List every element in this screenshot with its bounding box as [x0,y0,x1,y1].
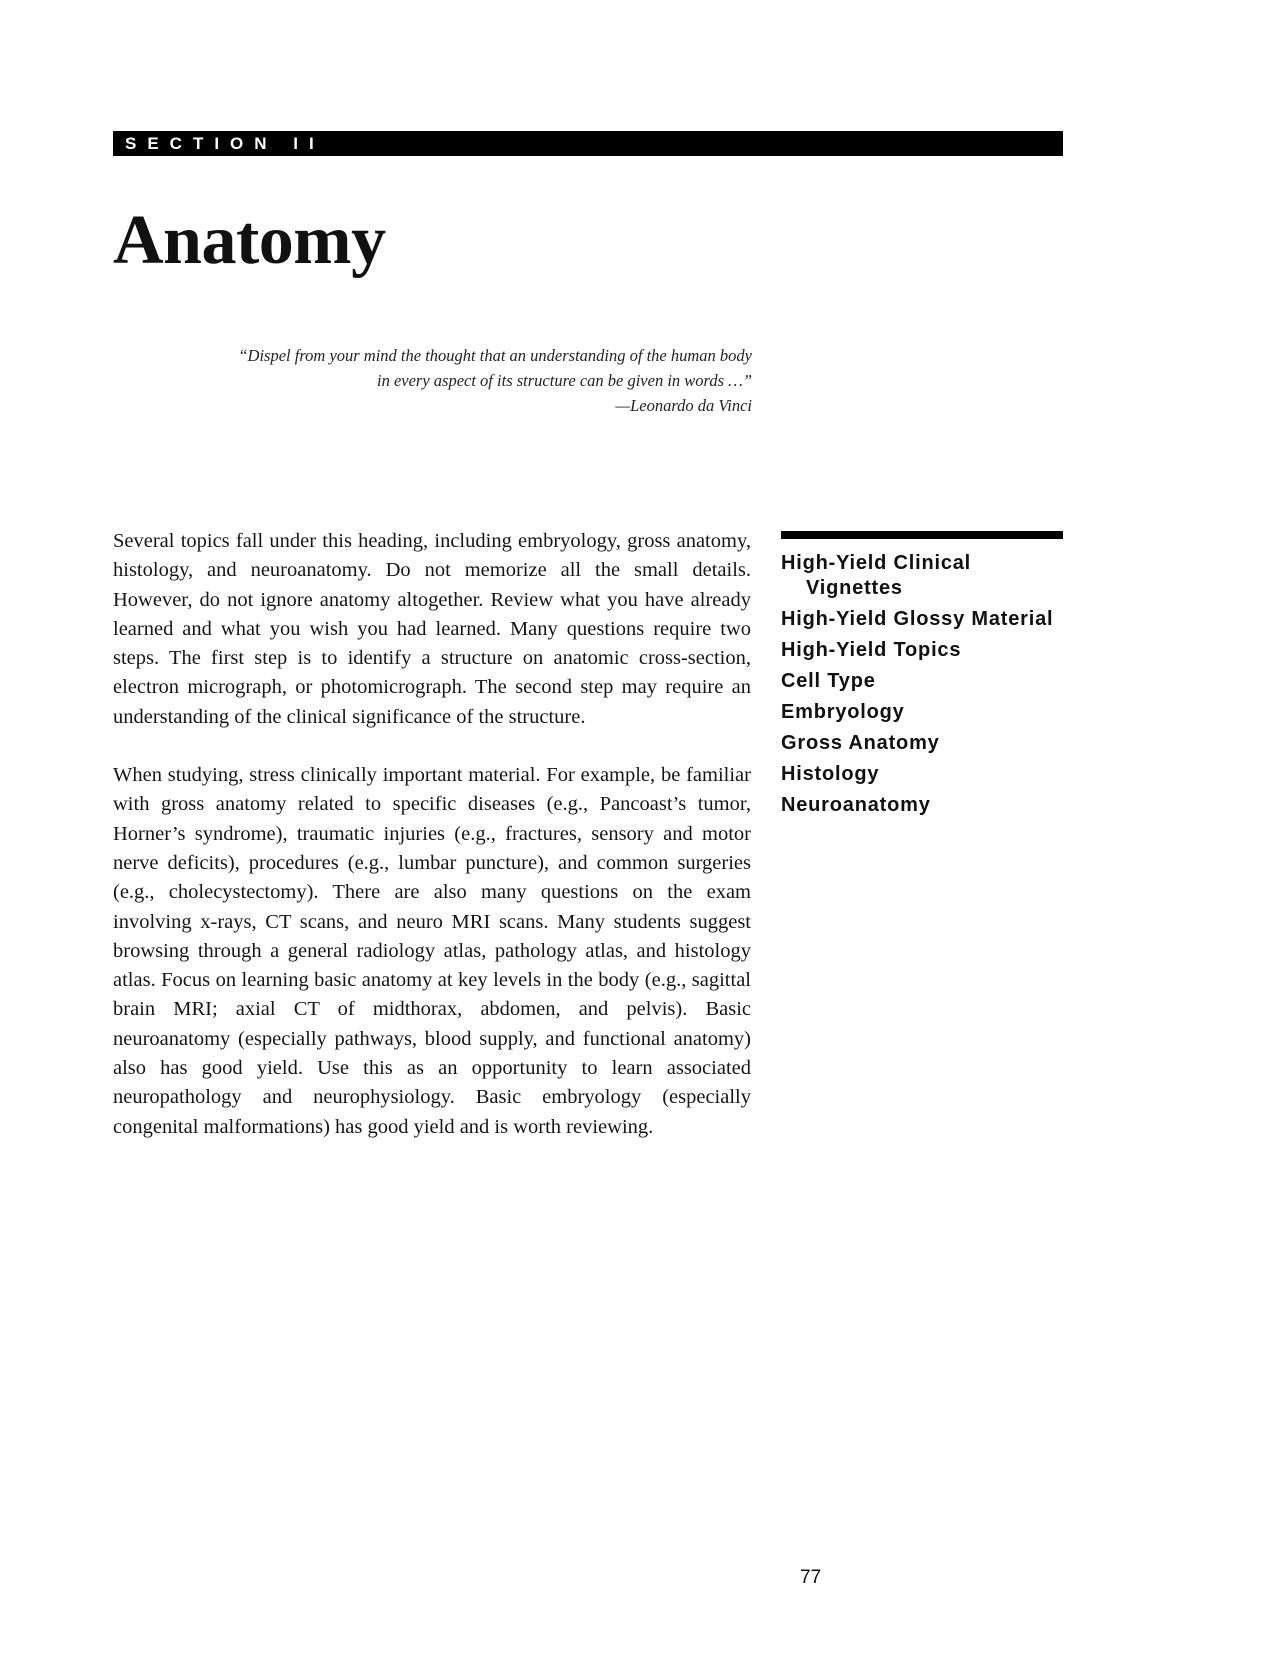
body-text [113,527,751,1171]
sidebar-item-high-yield-glossy-material[interactable]: High-Yield Glossy Material [781,608,1054,630]
body-paragraph: When studying, stress clinically important material. For example, be familiar with gross anatomy related to specific diseases (e.g., Pancoast’s tumor, Horner’s syndrome), traumatic injuries (e.g., fractures, sensory and motor nerve deficits), procedures (e.g., lumbar puncture), and common surgeries (e.g., cholecystectomy). There are also many questions on the exam involving x-rays, CT scans, and neuro MRI scans. Many students suggest browsing through a general radiology atlas, pathology atlas, and histology atlas. Focus on learning basic anatomy at key levels in the body (e.g., sagittal brain MRI; axial CT of midthorax, abdomen, and pelvis). Basic neuroanatomy (especially pathways, blood supply, and functional anatomy) also has good yield. Use this as an opportunity to learn associated neuropathology and neurophysiology. Basic embryology (especially congenital malformations) has good yield and is worth reviewing. [113,764,751,1138]
sidebar-item-neuroanatomy[interactable]: Neuroanatomy [781,794,931,816]
sidebar-item-high-yield-topics[interactable]: High-Yield Topics [781,639,962,661]
sidebar-item-cell-type[interactable]: Cell Type [781,670,876,692]
epigraph-line-1: “Dispel from your mind the thought that an understanding of the human body [238,346,752,365]
section-label-bar: SECTION II [113,131,1063,156]
epigraph-attribution: —Leonardo da Vinci [615,396,752,415]
epigraph [200,343,752,418]
epigraph-line-2: in every aspect of its structure can be given in words …” [376,371,752,390]
sidebar-item-embryology[interactable]: Embryology [781,701,905,723]
page-number: 77 [800,1567,822,1588]
sidebar-topic-list [781,531,1063,824]
sidebar-item-gross-anatomy[interactable]: Gross Anatomy [781,732,940,754]
chapter-title: Anatomy [113,202,386,279]
body-paragraph: Several topics fall under this heading, including embryology, gross anatomy, histology, and neuroanatomy. Do not memorize all the small details. However, do not ignore anatomy altogether. Review what you have already learned and what you wish you had learned. Many questions require two steps. The first step is to identify a structure on anatomic cross-section, electron micrograph, or photomicrograph. The second step may require an understanding of the clinical significance of the structure. [113,530,751,728]
sidebar-item-histology[interactable]: Histology [781,763,880,785]
sidebar-item-high-yield-clinical-vignettes[interactable]: High-Yield Clinical Vignettes [781,552,972,599]
